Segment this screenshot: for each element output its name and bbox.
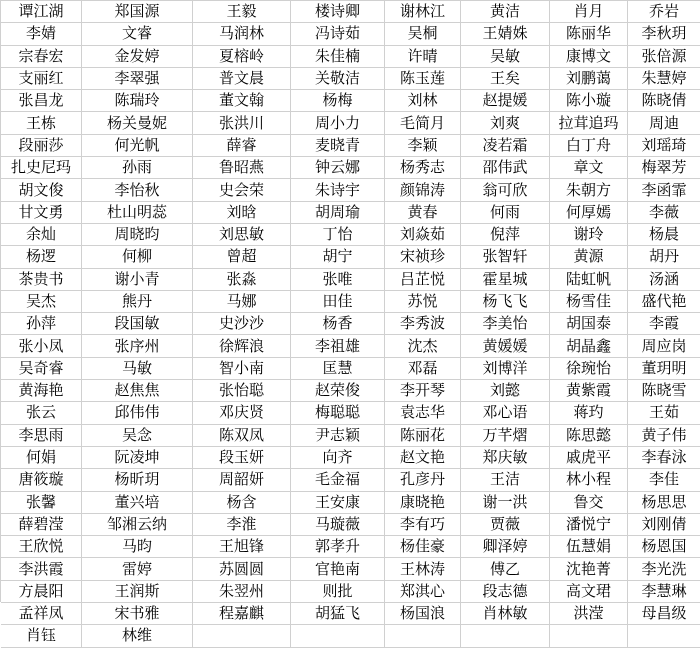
name-cell[interactable]: 周迪 bbox=[628, 112, 700, 134]
name-cell[interactable]: 李翠强 bbox=[82, 68, 193, 90]
name-cell[interactable]: 朱朝方 bbox=[550, 179, 628, 201]
name-cell[interactable]: 张昌龙 bbox=[1, 90, 82, 112]
name-cell[interactable]: 林维 bbox=[82, 625, 193, 647]
name-cell[interactable]: 贾薇 bbox=[461, 514, 550, 536]
name-cell[interactable]: 杨佳豪 bbox=[385, 536, 461, 558]
name-cell[interactable]: 杨含 bbox=[193, 492, 291, 514]
name-cell[interactable]: 陈晓倩 bbox=[628, 90, 700, 112]
name-cell[interactable]: 何柳 bbox=[82, 246, 193, 268]
name-cell[interactable]: 楼诗卿 bbox=[291, 1, 385, 23]
name-cell[interactable]: 李光洗 bbox=[628, 558, 700, 580]
name-cell[interactable]: 孙雨 bbox=[82, 157, 193, 179]
name-cell[interactable]: 洪滢 bbox=[550, 603, 628, 625]
name-cell[interactable]: 李思雨 bbox=[1, 425, 82, 447]
name-cell[interactable]: 董文翰 bbox=[193, 90, 291, 112]
name-cell[interactable]: 宗春宏 bbox=[1, 46, 82, 68]
name-cell[interactable]: 王润斯 bbox=[82, 581, 193, 603]
name-cell[interactable]: 王婧姝 bbox=[461, 23, 550, 45]
name-cell[interactable]: 刘瑶琦 bbox=[628, 135, 700, 157]
name-cell[interactable]: 王林涛 bbox=[385, 558, 461, 580]
name-cell[interactable]: 向齐 bbox=[291, 447, 385, 469]
name-cell[interactable]: 邓庆贤 bbox=[193, 402, 291, 424]
name-cell[interactable]: 周晓昀 bbox=[82, 224, 193, 246]
name-cell[interactable]: 谢玲 bbox=[550, 224, 628, 246]
name-cell[interactable]: 李美怡 bbox=[461, 313, 550, 335]
name-cell[interactable]: 朱诗宇 bbox=[291, 179, 385, 201]
name-cell[interactable]: 李洪霞 bbox=[1, 558, 82, 580]
name-cell[interactable]: 王茹 bbox=[628, 402, 700, 424]
name-cell[interactable]: 何雨 bbox=[461, 202, 550, 224]
name-cell[interactable]: 李慧琳 bbox=[628, 581, 700, 603]
name-cell[interactable]: 杨香 bbox=[291, 313, 385, 335]
name-cell[interactable]: 陈思懿 bbox=[550, 425, 628, 447]
name-cell[interactable]: 丁怡 bbox=[291, 224, 385, 246]
name-cell[interactable]: 马璇薇 bbox=[291, 514, 385, 536]
name-cell[interactable]: 李佳 bbox=[628, 469, 700, 491]
name-cell[interactable]: 李春泳 bbox=[628, 447, 700, 469]
name-cell[interactable]: 茶贵书 bbox=[1, 269, 82, 291]
name-cell[interactable]: 邓心语 bbox=[461, 402, 550, 424]
name-cell[interactable]: 王欣悦 bbox=[1, 536, 82, 558]
name-cell[interactable]: 章文 bbox=[550, 157, 628, 179]
name-cell[interactable]: 郑国源 bbox=[82, 1, 193, 23]
name-cell[interactable]: 张小凤 bbox=[1, 335, 82, 357]
name-cell[interactable]: 杨雪佳 bbox=[550, 291, 628, 313]
name-cell[interactable]: 段丽莎 bbox=[1, 135, 82, 157]
name-cell[interactable]: 杨飞飞 bbox=[461, 291, 550, 313]
name-cell[interactable]: 邱伟伟 bbox=[82, 402, 193, 424]
name-cell[interactable]: 官艳南 bbox=[291, 558, 385, 580]
name-cell[interactable]: 李霞 bbox=[628, 313, 700, 335]
name-cell[interactable]: 智小南 bbox=[193, 358, 291, 380]
name-cell[interactable]: 李淮 bbox=[193, 514, 291, 536]
name-cell[interactable]: 余灿 bbox=[1, 224, 82, 246]
name-cell[interactable]: 黄春 bbox=[385, 202, 461, 224]
name-cell[interactable]: 吴奇睿 bbox=[1, 358, 82, 380]
name-cell[interactable]: 方晨阳 bbox=[1, 581, 82, 603]
name-cell[interactable]: 朱佳楠 bbox=[291, 46, 385, 68]
name-cell[interactable]: 胡晶鑫 bbox=[550, 335, 628, 357]
name-cell[interactable]: 李怡秋 bbox=[82, 179, 193, 201]
name-cell[interactable]: 刘林 bbox=[385, 90, 461, 112]
name-cell[interactable]: 赵焦焦 bbox=[82, 380, 193, 402]
name-cell[interactable]: 尹志颖 bbox=[291, 425, 385, 447]
name-cell[interactable]: 肖钰 bbox=[1, 625, 82, 647]
name-cell[interactable]: 苏圆圆 bbox=[193, 558, 291, 580]
name-cell[interactable]: 郑庆敏 bbox=[461, 447, 550, 469]
name-cell[interactable]: 何光帆 bbox=[82, 135, 193, 157]
name-cell[interactable]: 谢一洪 bbox=[461, 492, 550, 514]
name-cell[interactable]: 李秀波 bbox=[385, 313, 461, 335]
name-cell[interactable]: 郑淇心 bbox=[385, 581, 461, 603]
name-cell[interactable]: 史会荣 bbox=[193, 179, 291, 201]
name-cell[interactable]: 凌若霜 bbox=[461, 135, 550, 157]
name-cell[interactable]: 苏悦 bbox=[385, 291, 461, 313]
name-cell[interactable]: 董玥明 bbox=[628, 358, 700, 380]
name-cell[interactable] bbox=[550, 625, 628, 647]
name-cell[interactable]: 陈丽华 bbox=[550, 23, 628, 45]
name-cell[interactable]: 倪萍 bbox=[461, 224, 550, 246]
name-cell[interactable]: 张怡聪 bbox=[193, 380, 291, 402]
name-cell[interactable]: 陈丽花 bbox=[385, 425, 461, 447]
name-cell[interactable]: 王矣 bbox=[461, 68, 550, 90]
name-cell[interactable]: 陈晓雪 bbox=[628, 380, 700, 402]
name-cell[interactable]: 袁志华 bbox=[385, 402, 461, 424]
name-cell[interactable]: 黄紫霞 bbox=[550, 380, 628, 402]
name-cell[interactable]: 宋书雅 bbox=[82, 603, 193, 625]
name-cell[interactable]: 王毅 bbox=[193, 1, 291, 23]
name-cell[interactable]: 胡猛飞 bbox=[291, 603, 385, 625]
name-cell[interactable]: 康晓艳 bbox=[385, 492, 461, 514]
name-cell[interactable]: 万芊熠 bbox=[461, 425, 550, 447]
name-cell[interactable]: 段玉妍 bbox=[193, 447, 291, 469]
name-cell[interactable]: 谢林江 bbox=[385, 1, 461, 23]
name-cell[interactable]: 陆虹帆 bbox=[550, 269, 628, 291]
name-cell[interactable]: 张倍源 bbox=[628, 46, 700, 68]
name-cell[interactable]: 邵伟武 bbox=[461, 157, 550, 179]
name-cell[interactable]: 支丽红 bbox=[1, 68, 82, 90]
name-cell[interactable]: 周韶妍 bbox=[193, 469, 291, 491]
name-cell[interactable]: 赵荣俊 bbox=[291, 380, 385, 402]
name-cell[interactable]: 肖月 bbox=[550, 1, 628, 23]
name-cell[interactable]: 黄洁 bbox=[461, 1, 550, 23]
name-cell[interactable] bbox=[628, 625, 700, 647]
name-cell[interactable]: 盛代艳 bbox=[628, 291, 700, 313]
name-cell[interactable]: 唐筱璇 bbox=[1, 469, 82, 491]
name-cell[interactable]: 母昌级 bbox=[628, 603, 700, 625]
name-cell[interactable] bbox=[193, 625, 291, 647]
name-cell[interactable]: 雷婷 bbox=[82, 558, 193, 580]
name-cell[interactable]: 霍星城 bbox=[461, 269, 550, 291]
name-cell[interactable]: 沈艳菁 bbox=[550, 558, 628, 580]
name-cell[interactable]: 胡宁 bbox=[291, 246, 385, 268]
name-cell[interactable]: 吴敏 bbox=[461, 46, 550, 68]
name-cell[interactable]: 汤涵 bbox=[628, 269, 700, 291]
name-cell[interactable]: 徐琬怡 bbox=[550, 358, 628, 380]
name-cell[interactable]: 李有巧 bbox=[385, 514, 461, 536]
name-cell[interactable]: 段国敏 bbox=[82, 313, 193, 335]
name-cell[interactable]: 薛碧滢 bbox=[1, 514, 82, 536]
name-cell[interactable]: 林小程 bbox=[550, 469, 628, 491]
name-cell[interactable]: 刘鹏蔼 bbox=[550, 68, 628, 90]
name-cell[interactable]: 马娜 bbox=[193, 291, 291, 313]
name-cell[interactable]: 杨国浪 bbox=[385, 603, 461, 625]
name-cell[interactable]: 刘懿 bbox=[461, 380, 550, 402]
name-cell[interactable]: 刘焱茹 bbox=[385, 224, 461, 246]
name-cell[interactable]: 朱翌州 bbox=[193, 581, 291, 603]
name-cell[interactable]: 陈小璇 bbox=[550, 90, 628, 112]
name-cell[interactable]: 陈瑞玲 bbox=[82, 90, 193, 112]
name-cell[interactable]: 康博文 bbox=[550, 46, 628, 68]
name-cell[interactable]: 孟祥凤 bbox=[1, 603, 82, 625]
name-cell[interactable]: 伍慧娟 bbox=[550, 536, 628, 558]
name-cell[interactable]: 孔彦丹 bbox=[385, 469, 461, 491]
name-cell[interactable]: 杨恩国 bbox=[628, 536, 700, 558]
name-cell[interactable]: 卿泽婷 bbox=[461, 536, 550, 558]
name-cell[interactable]: 胡文俊 bbox=[1, 179, 82, 201]
name-cell[interactable]: 肖林敏 bbox=[461, 603, 550, 625]
name-cell[interactable]: 杨昕玥 bbox=[82, 469, 193, 491]
name-cell[interactable]: 梅聪聪 bbox=[291, 402, 385, 424]
name-cell[interactable]: 郭孝升 bbox=[291, 536, 385, 558]
name-cell[interactable]: 杨逻 bbox=[1, 246, 82, 268]
name-cell[interactable]: 吴桐 bbox=[385, 23, 461, 45]
name-cell[interactable]: 夏榕岭 bbox=[193, 46, 291, 68]
name-cell[interactable]: 刘爽 bbox=[461, 112, 550, 134]
name-cell[interactable]: 李颖 bbox=[385, 135, 461, 157]
name-cell[interactable]: 邓磊 bbox=[385, 358, 461, 380]
name-cell[interactable]: 高文珺 bbox=[550, 581, 628, 603]
name-cell[interactable]: 傅乙 bbox=[461, 558, 550, 580]
name-cell[interactable]: 董兴培 bbox=[82, 492, 193, 514]
name-cell[interactable]: 马敏 bbox=[82, 358, 193, 380]
name-cell[interactable]: 许晴 bbox=[385, 46, 461, 68]
name-cell[interactable]: 程嘉麒 bbox=[193, 603, 291, 625]
name-cell[interactable]: 匡慧 bbox=[291, 358, 385, 380]
name-cell[interactable]: 孙萍 bbox=[1, 313, 82, 335]
name-cell[interactable]: 史沙沙 bbox=[193, 313, 291, 335]
name-cell[interactable]: 麦晓青 bbox=[291, 135, 385, 157]
name-cell[interactable]: 杨晨 bbox=[628, 224, 700, 246]
name-cell[interactable] bbox=[461, 625, 550, 647]
name-cell[interactable]: 田佳 bbox=[291, 291, 385, 313]
name-cell[interactable]: 乔岩 bbox=[628, 1, 700, 23]
name-cell[interactable]: 毛金福 bbox=[291, 469, 385, 491]
name-cell[interactable]: 白丁舟 bbox=[550, 135, 628, 157]
name-cell[interactable]: 杨梅 bbox=[291, 90, 385, 112]
name-cell[interactable] bbox=[385, 625, 461, 647]
name-cell[interactable]: 戚虎平 bbox=[550, 447, 628, 469]
name-cell[interactable]: 钟云娜 bbox=[291, 157, 385, 179]
name-cell[interactable]: 宋祯珍 bbox=[385, 246, 461, 268]
name-cell[interactable]: 则批 bbox=[291, 581, 385, 603]
name-cell[interactable]: 颜锦涛 bbox=[385, 179, 461, 201]
name-cell[interactable]: 普文晨 bbox=[193, 68, 291, 90]
name-cell[interactable]: 张馨 bbox=[1, 492, 82, 514]
name-cell[interactable]: 潘悦宁 bbox=[550, 514, 628, 536]
name-cell[interactable]: 王旭锋 bbox=[193, 536, 291, 558]
name-cell[interactable]: 周应岗 bbox=[628, 335, 700, 357]
name-cell[interactable]: 毛简月 bbox=[385, 112, 461, 134]
name-cell[interactable]: 熊丹 bbox=[82, 291, 193, 313]
name-cell[interactable]: 曾超 bbox=[193, 246, 291, 268]
name-cell[interactable]: 周小力 bbox=[291, 112, 385, 134]
name-cell[interactable]: 拉茸追玛 bbox=[550, 112, 628, 134]
name-cell[interactable]: 杨秀志 bbox=[385, 157, 461, 179]
name-cell[interactable]: 王栋 bbox=[1, 112, 82, 134]
name-cell[interactable]: 黄子伟 bbox=[628, 425, 700, 447]
name-cell[interactable]: 翁可欣 bbox=[461, 179, 550, 201]
name-cell[interactable]: 吕芷悦 bbox=[385, 269, 461, 291]
name-cell[interactable]: 何厚嫣 bbox=[550, 202, 628, 224]
name-cell[interactable]: 杨关曼妮 bbox=[82, 112, 193, 134]
name-cell[interactable]: 朱慧婷 bbox=[628, 68, 700, 90]
name-cell[interactable]: 刘刚倩 bbox=[628, 514, 700, 536]
name-cell[interactable]: 黄海艳 bbox=[1, 380, 82, 402]
name-cell[interactable]: 杜山明蕊 bbox=[82, 202, 193, 224]
name-cell[interactable]: 邹湘云纳 bbox=[82, 514, 193, 536]
name-cell[interactable]: 鲁交 bbox=[550, 492, 628, 514]
name-cell[interactable]: 谢小青 bbox=[82, 269, 193, 291]
name-cell[interactable]: 王安康 bbox=[291, 492, 385, 514]
name-cell[interactable]: 陈玉莲 bbox=[385, 68, 461, 90]
name-cell[interactable]: 张淼 bbox=[193, 269, 291, 291]
name-cell[interactable]: 李祖雄 bbox=[291, 335, 385, 357]
name-cell[interactable]: 刘博洋 bbox=[461, 358, 550, 380]
name-cell[interactable]: 甘文勇 bbox=[1, 202, 82, 224]
name-cell[interactable]: 张云 bbox=[1, 402, 82, 424]
name-cell[interactable]: 胡国泰 bbox=[550, 313, 628, 335]
name-cell[interactable]: 张智轩 bbox=[461, 246, 550, 268]
name-cell[interactable]: 鲁昭燕 bbox=[193, 157, 291, 179]
name-cell[interactable]: 杨思思 bbox=[628, 492, 700, 514]
name-cell[interactable]: 马润林 bbox=[193, 23, 291, 45]
name-cell[interactable]: 李函霏 bbox=[628, 179, 700, 201]
name-cell[interactable]: 扎史尼玛 bbox=[1, 157, 82, 179]
name-cell[interactable]: 吴念 bbox=[82, 425, 193, 447]
name-cell[interactable]: 何娟 bbox=[1, 447, 82, 469]
name-cell[interactable]: 蒋玓 bbox=[550, 402, 628, 424]
name-cell[interactable]: 李开琴 bbox=[385, 380, 461, 402]
name-cell[interactable]: 金发婷 bbox=[82, 46, 193, 68]
name-cell[interactable]: 阮凌坤 bbox=[82, 447, 193, 469]
name-cell[interactable]: 沈杰 bbox=[385, 335, 461, 357]
name-cell[interactable]: 文睿 bbox=[82, 23, 193, 45]
name-cell[interactable]: 张洪川 bbox=[193, 112, 291, 134]
name-cell[interactable]: 李婧 bbox=[1, 23, 82, 45]
name-cell[interactable]: 谭江湖 bbox=[1, 1, 82, 23]
name-cell[interactable]: 吴杰 bbox=[1, 291, 82, 313]
name-cell[interactable]: 李薇 bbox=[628, 202, 700, 224]
name-cell[interactable]: 徐辉浪 bbox=[193, 335, 291, 357]
name-cell[interactable]: 张序州 bbox=[82, 335, 193, 357]
name-cell[interactable]: 胡丹 bbox=[628, 246, 700, 268]
name-cell[interactable]: 梅翠芳 bbox=[628, 157, 700, 179]
name-cell[interactable]: 刘思敏 bbox=[193, 224, 291, 246]
name-cell[interactable]: 段志德 bbox=[461, 581, 550, 603]
name-cell[interactable] bbox=[291, 625, 385, 647]
name-cell[interactable]: 王洁 bbox=[461, 469, 550, 491]
name-cell[interactable]: 黄媛媛 bbox=[461, 335, 550, 357]
name-cell[interactable]: 黄源 bbox=[550, 246, 628, 268]
name-cell[interactable]: 赵提媛 bbox=[461, 90, 550, 112]
name-cell[interactable]: 张唯 bbox=[291, 269, 385, 291]
name-cell[interactable]: 关敬洁 bbox=[291, 68, 385, 90]
name-cell[interactable]: 胡周瑜 bbox=[291, 202, 385, 224]
name-cell[interactable]: 冯诗茹 bbox=[291, 23, 385, 45]
name-cell[interactable]: 薛睿 bbox=[193, 135, 291, 157]
name-cell[interactable]: 李秋玥 bbox=[628, 23, 700, 45]
name-cell[interactable]: 赵文艳 bbox=[385, 447, 461, 469]
name-cell[interactable]: 刘晗 bbox=[193, 202, 291, 224]
name-cell[interactable]: 马昀 bbox=[82, 536, 193, 558]
name-cell[interactable]: 陈双凤 bbox=[193, 425, 291, 447]
